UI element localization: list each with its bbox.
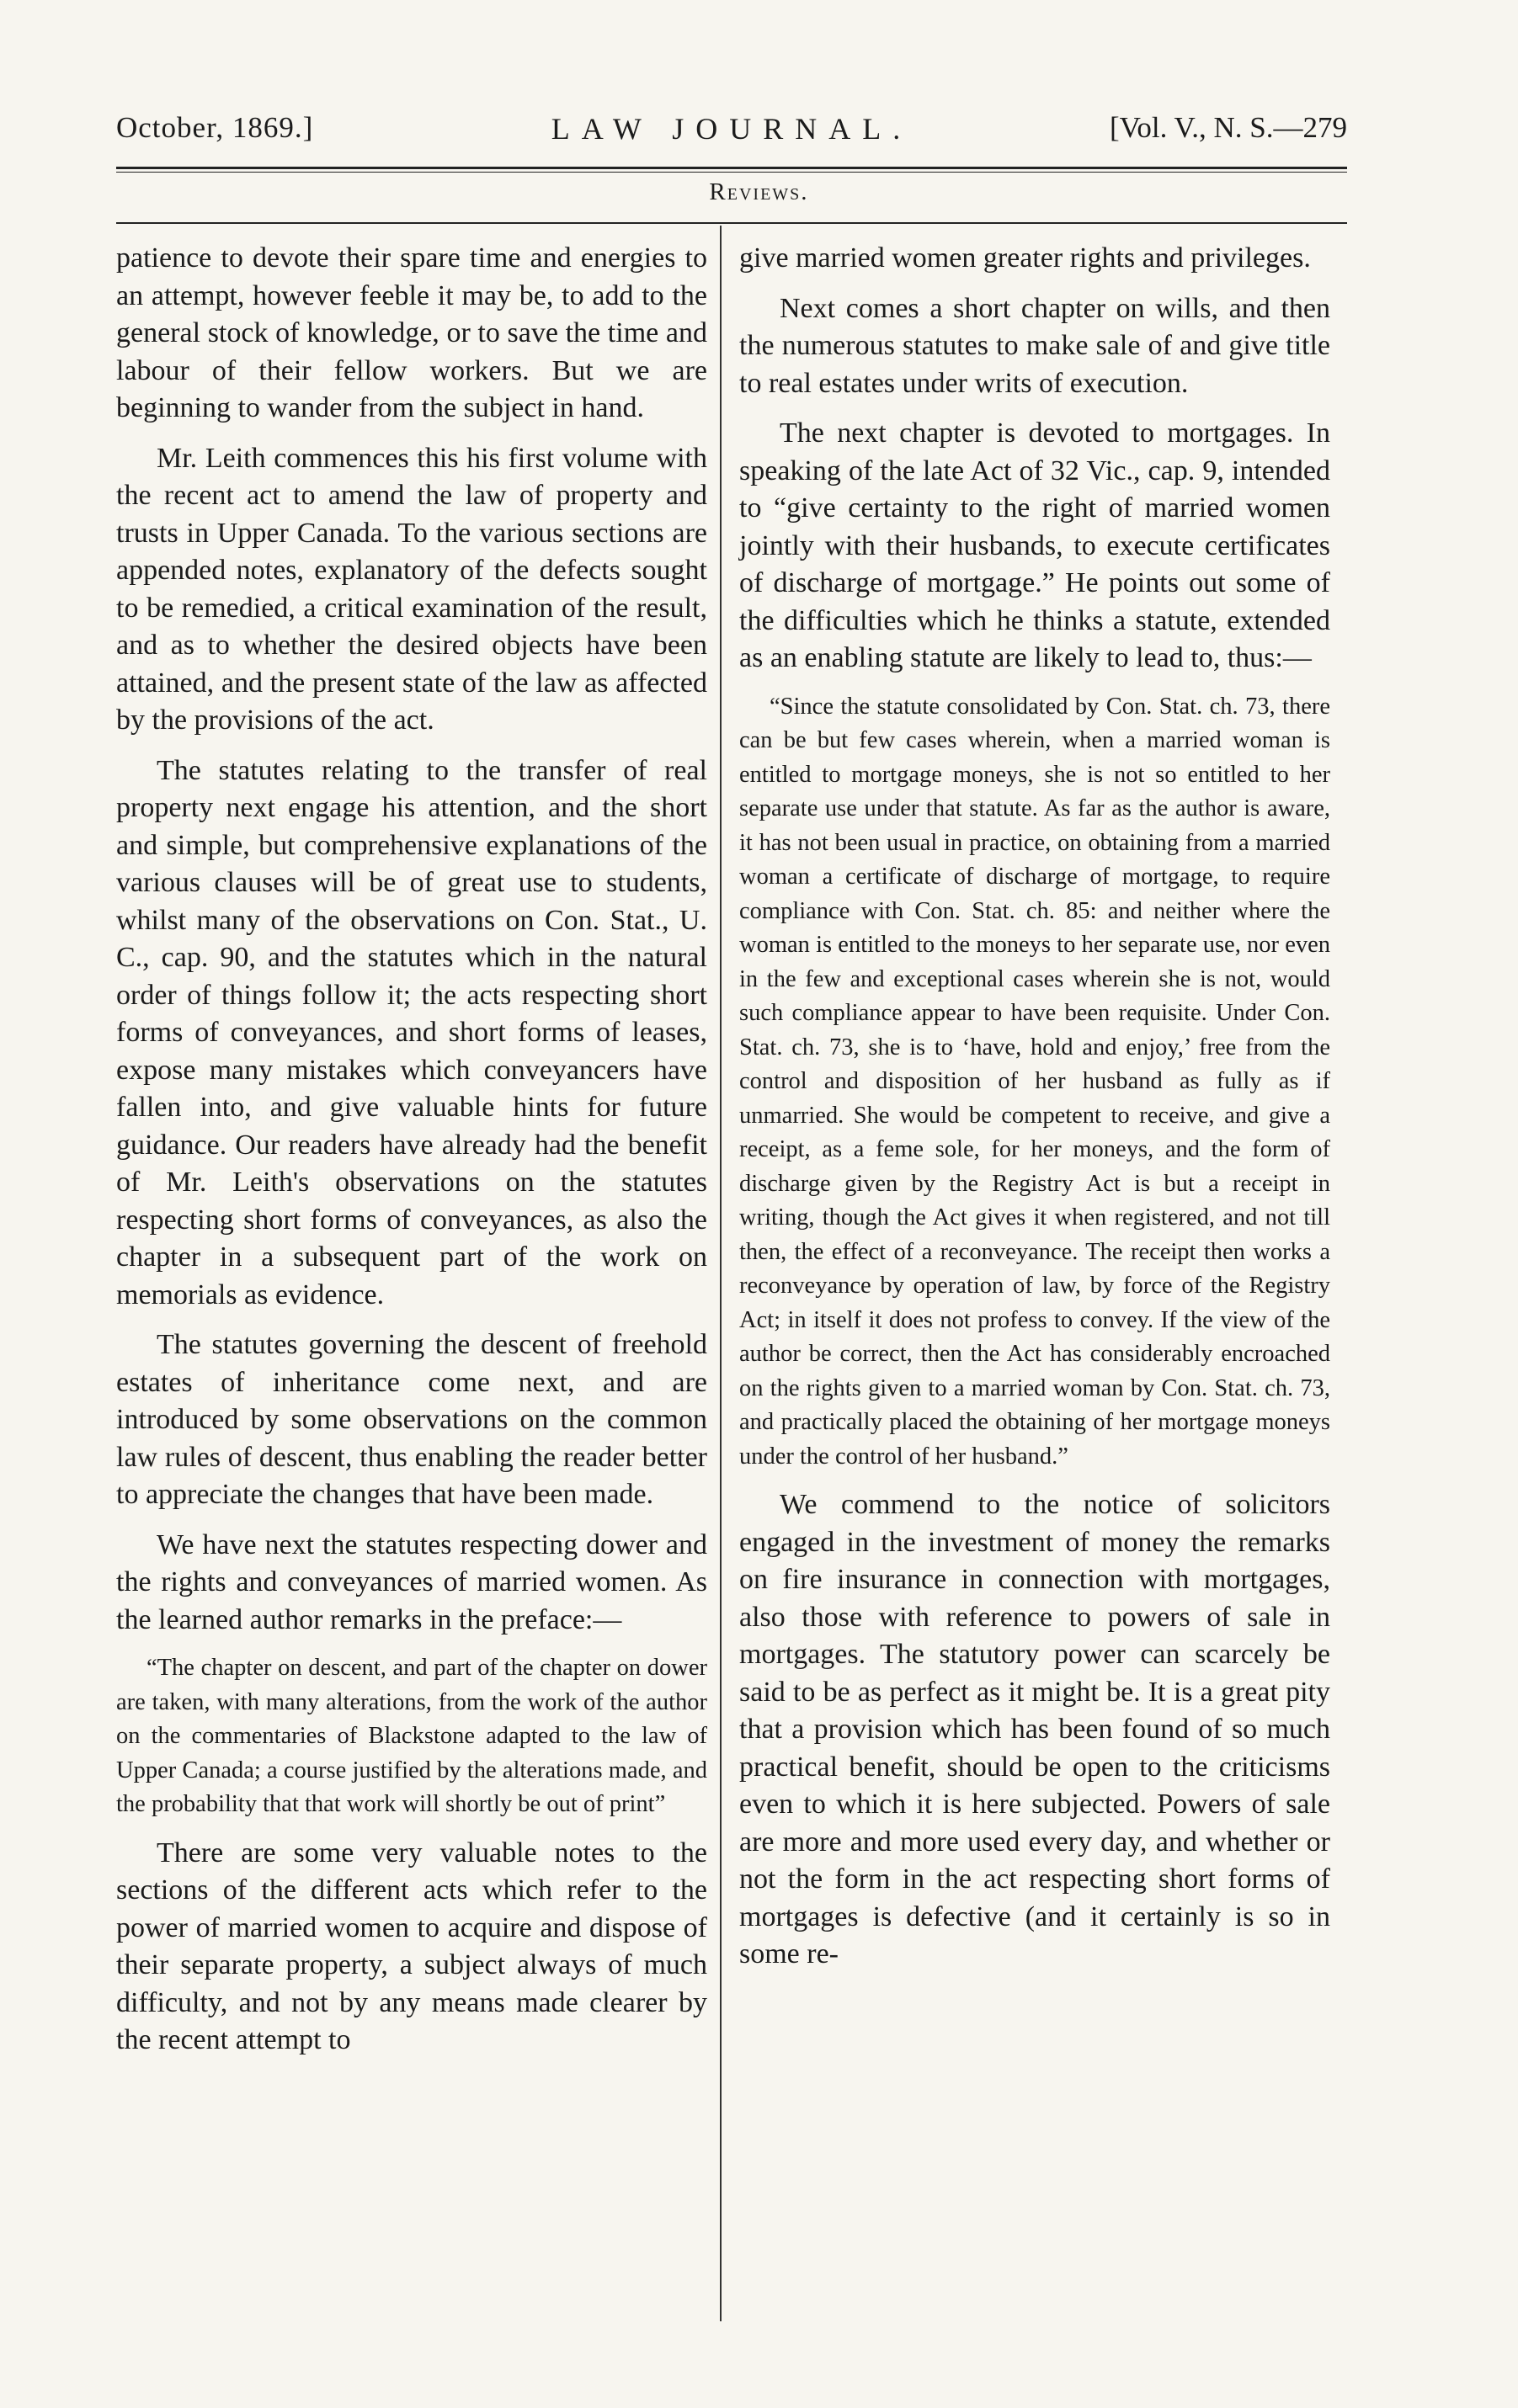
column-divider (720, 226, 722, 2321)
issue-date: October, 1869.] (116, 111, 314, 144)
block-quote: “The chapter on descent, and part of the chapter on dower are taken, with many alterations, from the work of the author on the commentaries of Blackstone adapted to the law of Upper Canada; a course justified by the alterations made, and the probability that that work will shortly be out of print” (116, 1655, 707, 1817)
section-rule (116, 222, 1347, 224)
header-rule-thin (116, 172, 1347, 173)
paragraph: patience to devote their spare time and energies to an attempt, however feeble it may be, to add to the general stock of knowledge, or to save the time and labour of their fellow workers. But we are beginning to wander from the subject in hand. (116, 242, 707, 423)
paragraph: give married women greater rights and privileges. (739, 242, 1311, 274)
left-column (116, 240, 707, 2072)
paragraph: The statutes governing the descent of freehold estates of inheritance come next, and are introduced by some observations on the common law rules of descent, thus enabling the reader better to appreciate the changes that have been made. (116, 1329, 707, 1510)
section-title: Reviews. (709, 178, 809, 205)
paragraph: The next chapter is devoted to mortgages. In speaking of the late Act of 32 Vic., cap. 9, intended to “give certainty to the right of married women jointly with their husbands, to execute certificates of discharge of mortgage.” He points out some of the difficulties which he thinks a statute, extended as an enabling statute are likely to lead to, thus:— (739, 417, 1330, 673)
journal-title: LAW JOURNAL. (551, 112, 913, 146)
volume-page-number: [Vol. V., N. S.—279 (1109, 111, 1347, 144)
paragraph: We commend to the notice of solicitors engaged in the investment of money the remarks on fire insurance in connection with mortgages, also those with reference to powers of sale in mortgages. The statutory power can scarcely be said to be as perfect as it might be. It is a great pity that a provision which has been found of so much practical benefit, should be open to the criticisms even to which it is here subjected. Powers of sale are more and more used every day, and whether or not the form in the act respecting short forms of mortgages is defective (and it certainly is so in some re- (739, 1489, 1330, 1969)
paragraph: The statutes relating to the transfer of real property next engage his attention, and the short and simple, but comprehensive explanations of the various clauses will be of great use to students, whilst many of the observations on Con. Stat., U. C., cap. 90, and the statutes which in the natural order of things follow it; the acts respecting short forms of conveyances, and short forms of leases, expose many mistakes which conveyancers have fallen into, and give valuable hints for future guidance. Our readers have already had the benefit of Mr. Leith's observations on the statutes respecting short forms of conveyances, as also the chapter in a subsequent part of the work on memorials as evidence. (116, 754, 707, 1310)
right-column (739, 240, 1330, 1986)
block-quote: “Since the statute consolidated by Con. Stat. ch. 73, there can be but few cases wherein, when a married woman is entitled to mortgage moneys, she is not so entitled to her separate use under that statute. As far as the author is aware, it has not been usual in practice, on obtaining from a married woman a certificate of discharge of mortgage, to require compliance with Con. Stat. ch. 85: and neither where the woman is entitled to the moneys to her separate use, nor even in the few and exceptional cases wherein she is not, would such compliance appear to have been requisite. Under Con. Stat. ch. 73, she is to ‘have, hold and enjoy,’ free from the control and disposition of her husband as fully as if unmarried. She would be competent to receive, and give a receipt, as a feme sole, for her moneys, and the form of discharge given by the Registry Act is but a receipt in writing, though the Act gives it when registered, and not till then, the effect of a reconveyance. The receipt then works a reconveyance by operation of law, by force of the Registry Act; in itself it does not profess to convey. If the view of the author be correct, then the Act has considerably encroached on the rights given to a married woman by Con. Stat. ch. 73, and practically placed the obtaining of her mortgage moneys under the control of her husband.” (739, 693, 1330, 1470)
paragraph: We have next the statutes respecting dower and the rights and conveyances of married women. As the learned author remarks in the preface:— (116, 1528, 707, 1635)
running-head (116, 111, 1347, 162)
header-rule-thick (116, 167, 1347, 169)
paragraph: Next comes a short chapter on wills, and then the numerous statutes to make sale of and give title to real estates under writs of execution. (739, 292, 1330, 399)
paragraph: Mr. Leith commences this his first volume with the recent act to amend the law of property and trusts in Upper Canada. To the various sections are appended notes, explanatory of the defects sought to be remedied, a critical examination of the result, and as to whether the desired objects have been attained, and the present state of the law as affected by the provisions of the act. (116, 442, 707, 736)
paragraph: There are some very valuable notes to the sections of the different acts which refer to the power of married women to acquire and dispose of their separate property, a subject always of much difficulty, and not by any means made clearer by the recent attempt to (116, 1837, 707, 2055)
